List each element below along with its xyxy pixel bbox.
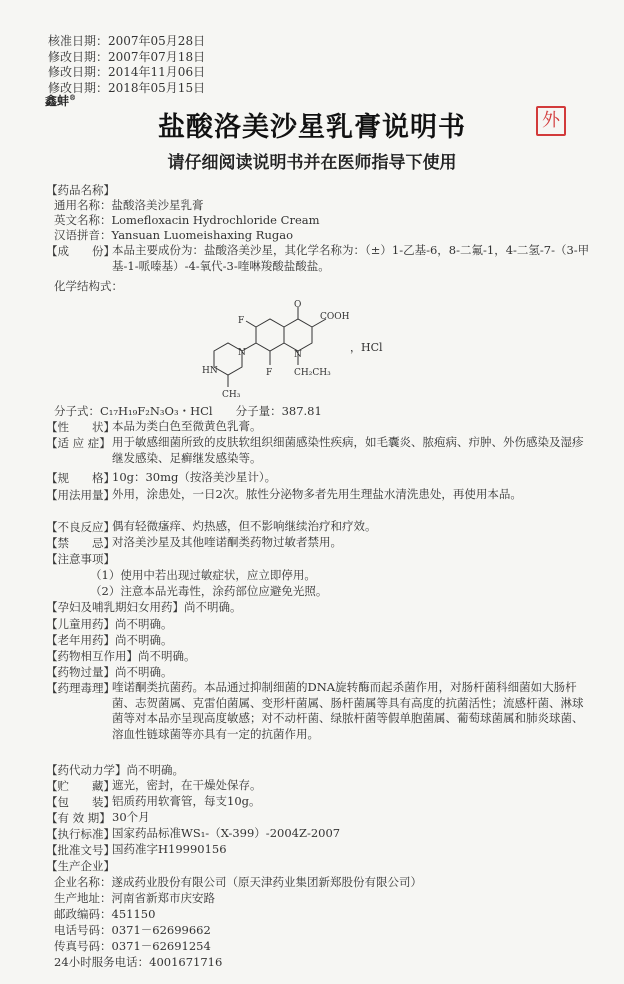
- character-text: 本品为类白色至微黄色乳膏。: [112, 419, 262, 433]
- section-label: 【性 状】: [46, 420, 115, 434]
- manufacturer-line: 传真号码：0371－62691254: [54, 939, 211, 953]
- manufacturer-line: 企业名称：遂成药业股份有限公司（原天津药业集团新郑股份有限公司）: [54, 875, 422, 889]
- section-label: 【贮 藏】: [46, 779, 115, 793]
- atom-o: O: [294, 300, 302, 310]
- pediatric-section: 【儿童用药】尚不明确。: [46, 617, 173, 631]
- section-label: 【批准文号】: [46, 843, 115, 857]
- atom-n: N: [238, 348, 246, 358]
- manufacturer-line: 邮政编码：451150: [54, 907, 156, 921]
- section-label: 【禁 忌】: [46, 536, 115, 550]
- adverse-text: 偶有轻微瘙痒、灼热感，但不影响继续治疗和疗效。: [112, 519, 377, 533]
- atom-methyl: CH₃: [222, 390, 241, 400]
- manufacturer-line: 生产地址：河南省新郑市庆安路: [54, 891, 215, 905]
- composition-text: 本品主要成份为：盐酸洛美沙星，其化学名称为：（±）1-乙基-6，8-二氟-1，4-二氢-7-（3-甲基-1-哌嗪基）-4-氧代-3-喹啉羧酸盐酸盐。: [112, 243, 590, 273]
- section-label: 【不良反应】: [46, 520, 115, 534]
- overdose-section: 【药物过量】尚不明确。: [46, 665, 173, 679]
- precaution-item: （2）注意本品光毒性，涂药部位应避免光照。: [90, 584, 328, 598]
- section-label: 【规 格】: [46, 471, 115, 485]
- validity-text: 30个月: [112, 810, 150, 824]
- pharmacokinetics-section: 【药代动力学】尚不明确。: [46, 763, 184, 777]
- precaution-item: （1）使用中若出现过敏症状，应立即停用。: [90, 568, 316, 582]
- registered-mark: ®: [69, 93, 77, 102]
- structure-label: 化学结构式：: [54, 279, 123, 293]
- section-label: 【药理毒理】: [46, 681, 115, 695]
- atom-hn: HN: [202, 366, 218, 376]
- molecular-formula: 分子式：C₁₇H₁₉F₂N₃O₃・HCl 分子量：387.81: [54, 404, 322, 418]
- package-text: 铝质药用软膏管，每支10g。: [112, 794, 261, 808]
- chemical-structure: [200, 299, 350, 409]
- hcl-label: ，HCl: [350, 341, 383, 354]
- brand-name: 鑫蚌: [45, 94, 70, 108]
- atom-n: N: [294, 350, 302, 360]
- contraindications-text: 对洛美沙星及其他喹诺酮类药物过敏者禁用。: [112, 535, 342, 549]
- dosage-text: 外用，涂患处，一日2次。脓性分泌物多者先用生理盐水清洗患处，再使用本品。: [112, 487, 522, 501]
- benzene-ring: [256, 319, 284, 351]
- section-label: 【包 装】: [46, 795, 115, 809]
- external-use-badge: 外: [536, 106, 566, 136]
- atom-f: F: [238, 316, 245, 326]
- atom-cooh: COOH: [320, 312, 350, 322]
- document-subtitle: 请仔细阅读说明书并在医师指导下使用: [167, 153, 457, 173]
- approval-date: 核准日期：2007年05月28日: [48, 34, 206, 48]
- drug-name-header: 【药品名称】: [46, 183, 115, 197]
- document-title: 盐酸洛美沙星乳膏说明书: [158, 112, 466, 143]
- indications-text: 用于敏感细菌所致的皮肤软组织细菌感染性疾病，如毛囊炎、脓疱病、疖肿、外伤感染及湿疹继发感染、足癣继发感染等。: [112, 435, 584, 465]
- manufacturer-header: 【生产企业】: [46, 859, 115, 873]
- pregnancy-section: 【孕妇及哺乳期妇女用药】尚不明确。: [46, 600, 242, 614]
- english-name: 英文名称：Lomefloxacin Hydrochloride Cream: [54, 213, 320, 227]
- revision-date: 修改日期：2018年05月15日: [48, 80, 206, 95]
- specification-text: 10g：30mg（按洛美沙星计）。: [112, 470, 277, 484]
- manufacturer-line: 24小时服务电话：4001671716: [54, 955, 223, 969]
- manufacturer-line: 电话号码：0371－62699662: [54, 923, 211, 937]
- revision-date: 修改日期：2014年11月06日: [48, 65, 206, 79]
- pinyin-name: 汉语拼音：Yansuan Luomeishaxing Rugao: [54, 228, 294, 242]
- section-label: 【成 份】: [46, 244, 115, 258]
- geriatric-section: 【老年用药】尚不明确。: [46, 633, 173, 647]
- common-name: 通用名称：盐酸洛美沙星乳膏: [54, 198, 204, 212]
- section-label: 【用法用量】: [46, 488, 115, 502]
- pharmacology-text: 喹诺酮类抗菌药。本品通过抑制细菌的DNA旋转酶而起杀菌作用，对肠杆菌科细菌如大肠杆菌、志贺菌属、克雷伯菌属、变形杆菌属、肠杆菌属等具有高度的抗菌活性；流感杆菌、淋球菌等对本品亦呈现高度敏感；对不动杆菌、绿脓杆菌等假单胞菌属、葡萄球菌属和肺炎球菌、溶血性链球菌等亦具有一定的抗菌作用。: [112, 680, 584, 741]
- fluoro-bond: [246, 321, 256, 327]
- interactions-section: 【药物相互作用】尚不明确。: [46, 649, 196, 663]
- revision-date: 修改日期：2007年07月18日: [48, 49, 206, 64]
- atom-ethyl: CH₂CH₃: [294, 368, 331, 378]
- section-label: 【有 效 期】: [46, 811, 111, 825]
- pyridone-ring: [284, 319, 312, 351]
- date-block: [48, 34, 205, 96]
- standard-text: 国家药品标准WS₁-（X-399）-2004Z-2007: [112, 826, 341, 840]
- atom-f: F: [266, 368, 273, 378]
- precautions-header: 【注意事项】: [46, 552, 115, 566]
- section-label: 【执行标准】: [46, 827, 115, 841]
- section-label: 【适 应 症】: [46, 436, 111, 450]
- storage-text: 遮光，密封，在干燥处保存。: [112, 778, 262, 792]
- approval-text: 国药准字H19990156: [112, 842, 227, 856]
